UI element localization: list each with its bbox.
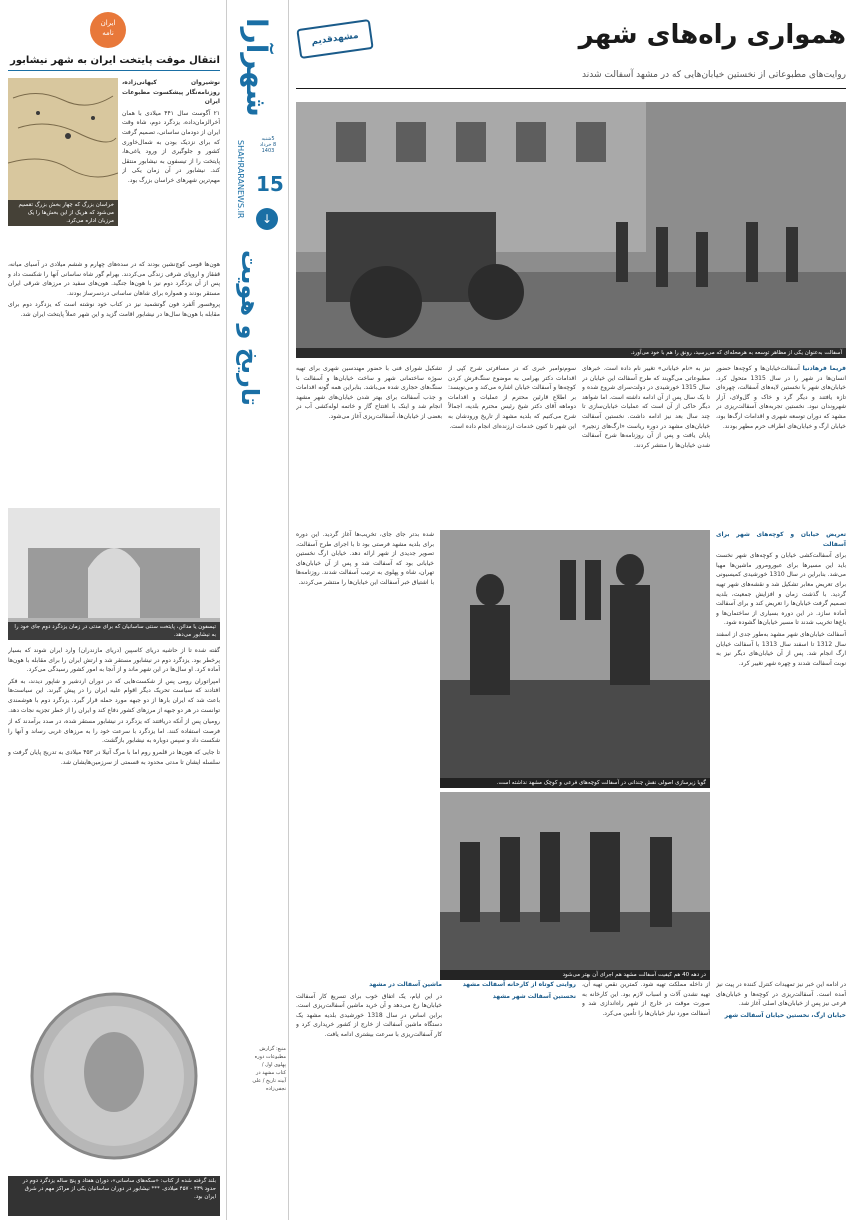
intro-column xyxy=(716,364,846,524)
bottom-col-2 xyxy=(582,980,710,1212)
asphalt-roller-photo xyxy=(296,102,846,358)
ruins-caption: تیسفون یا مدائن، پایتخت سنتی ساسانیان که برای مدتی در زمان یزدگرد دوم جای خود را به نیشابور می‌دهد. xyxy=(8,622,220,640)
crowd-scene-drawing xyxy=(440,792,710,980)
subhead-first-asphalt: نخستین آسفالت شهر مشهد xyxy=(492,992,576,1000)
issue-info xyxy=(254,136,282,154)
bottom-col-1 xyxy=(716,980,846,1212)
body-1: برای آسفالت‌کشی خیابان و کوچه‌های شهر نخست باید این مسیرها برای عبورومرور ماشین‌ها مهیا می‌شد. بنابراین در سال 1310 خورشیدی کمیسیونی برای تعریض معابر تشکیل شد و نقشه‌های شهر تهیه گردید. با گذشت زمان و افزایش جمعیت، بلدیه تصمیم گرفت خیابان‌ها را تعریض کند و برای آسفالت آماده سازد. در این دوره بسیاری از ساختمان‌ها و باغ‌ها تخریب شدند تا مسیر خیابان‌ها گشوده شود. xyxy=(716,552,846,627)
side-article-title: انتقال موقت پایتخت ایران به شهر نیشابور xyxy=(10,55,220,66)
credits-box: منبع: گزارش مطبوعات دوره پهلوی اول / کتاب مشهد در آیینه تاریخ / علی نجفی‌زاده xyxy=(252,1046,286,1092)
side-author: نوشیروان کیهانی‌زاده، روزنامه‌نگار پیشکسوت مطبوعات ایران xyxy=(122,79,220,106)
down-arrow-icon: ↓ xyxy=(256,208,278,230)
workers-photo xyxy=(440,530,710,788)
body-4: از داخله مملکت تهیه شود. کمترین نقص تهیه آن، تهیه نشدن آلات و اسباب لازم بود. این کارخانه به صورت موقت در خارج از شهر راه‌اندازی شد و آسفالت مورد نیاز خیابان‌ها را تأمین می‌کرد. xyxy=(582,981,710,1017)
old-mashhad-badge: مشهد‌قدیم xyxy=(296,19,373,59)
side-body-2: هون‌ها قومی کوچ‌نشین بودند که در سده‌های چهارم و ششم میلادی در آسیای میانه، قفقاز و اروپای شرقی زندگی می‌کردند. بهرام گور شاه ساسانی آنها را شکست داد و پس از آن یزدگرد دوم نیز با هون‌ها جنگید. هون‌های سفید در مرزهای شرقی ایران مستقر بودند و همواره برای شاهان ساسانی دردسرساز بودند. xyxy=(8,261,220,297)
body-5: در ادامه این خبر نیز تمهیدات کنترل کننده در پیت نیز آمده است. آسفالت‌ریزی در کوچه‌ها و خیابان‌های فرعی نیز پس از خیابان‌های اصلی آغاز شد. xyxy=(716,981,846,1008)
body-2: شده‌ بدتر جای جای، تخریب‌ها آغاز گردید. این دوره برای بلدیه مشهد فرصتی بود تا با اجرای طرح آسفالت، تصویر جدیدی از شهر ارائه دهد. خیابان ارگ نخستین خیابانی بود که آسفالت شد و پس از آن خیابان‌های تهران، شاه و پهلوی به ترتیب آسفالت شدند. روزنامه‌ها با اشتیاق خبر آسفالت این خیابان‌ها را منتشر می‌کردند. xyxy=(296,531,434,586)
side-body-2-block xyxy=(8,260,220,506)
coin-drawing xyxy=(8,980,220,1172)
side-body-5: امپراتوران رومی پس از شکست‌هایی که در دوران اردشیر و شاپور دیدند، به فکر افتادند که سیاست تحریک دیگر اقوام علیه ایران را در پیش گیرند. این سیاست‌ها باعث شد که ایران بارها از دو جبهه مورد حمله قرار گیرد. یزدگرد دوم با هوشمندی توانست در هر دو جبهه از مرزهای کشور دفاع کند و ایران را از خطر تجزیه نجات دهد. xyxy=(8,677,220,714)
coin-caption: بلند گرفته شده از کتاب: «سکه‌های ساسانی»، دوران هفتاد و پنج ساله یزدگرد دوم در حدود ۴۳۹ - ۴۵۷ میلادی. *** نیشابور در دوران ساسانیان یکی از مراکز مهم در شرق ایران بود. xyxy=(8,1176,220,1216)
middle-column-body xyxy=(296,530,434,974)
page-number: 15 xyxy=(256,172,284,196)
sasanian-coin-image xyxy=(8,980,220,1172)
ctesiphon-ruins-image xyxy=(8,508,220,640)
side-author-and-intro xyxy=(122,78,220,258)
side-title-rule xyxy=(8,70,220,71)
website-url[interactable]: SHAHRARANEWS.IR xyxy=(236,140,245,219)
main-headline: هموار‌ی راه‌های شهر xyxy=(578,20,846,50)
main-subtitle: روایت‌های مطبوعاتی از نخستین خیابان‌هایی که در مشهد آسفالت شدند xyxy=(582,70,846,80)
side-body-4-block xyxy=(8,646,220,976)
ruins-drawing xyxy=(8,508,220,640)
body-6: آسفالت خیابان‌های شهر مشهد به‌طور جدی از اسفند سال 1312 تا اسفند سال 1313 با آسفالت خیابان ارگ انجام شد. پس از آن خیابان‌های دیگر نیز به نوبت آسفالت شدند و چهره شهر تغییر کرد. xyxy=(716,630,846,667)
masthead-right-divider xyxy=(288,0,289,1220)
khorasan-map-image xyxy=(8,78,118,226)
column-c: تشکیل شورای فنی با حضور مهندسین شهری برای تهیه سوژه ساختمانی شهر و ساخت خیابان‌ها و آسفالت با سنگ‌های حجاری شده می‌باشد. بنابراین همه گونه اقدامات و جذب آسفالت برای بهتر شدن خیابان‌های شهر مشهد انجام شد و اینک با افتتاح گاز و خاتمه لوله‌کشی آب در بعضی از خیابان‌ها، آسفالت‌ریزی آغاز می‌شود. xyxy=(296,365,442,420)
issue-day: 5شنبه xyxy=(261,136,275,142)
subhead-widening: تعریض خیابان و کوچه‌های شهر برای آسفالت xyxy=(716,531,846,548)
photo2-caption: گویا زیرسازی اصولی نقش چندانی در آسفالت کوچه‌های فرعی و کوچک مشهد نداشته است. xyxy=(440,778,710,788)
subhead-factory: روایتی کوتاه از کارخانه آسفالت مشهد xyxy=(462,981,576,988)
issue-date: 8 خرداد 1403 xyxy=(259,142,277,154)
side-section-tag xyxy=(90,12,126,48)
right-column-body xyxy=(716,530,846,974)
roller-scene-drawing xyxy=(296,102,846,358)
photo1-caption: آسفالت به‌عنوان یکی از مظاهر توسعه به هرمحله‌ای که می‌رسید، رونق را هم با خود می‌آورد. xyxy=(296,348,846,358)
side-tag-line1: ایران xyxy=(100,19,116,27)
author-label: فریما فرهادنیا xyxy=(802,365,846,372)
side-tag-line2: نامه xyxy=(102,29,114,37)
side-body-4: گفته شده تا از حاشیه دریای کاسپین (دریای مازندران) وارد ایران شوند که بسیار پرخطر بود. یزدگرد دوم در نیشابور مستقر شد و ارتش ایران را برای مقابله با هون‌ها آماده کرد. او سال‌ها در این شهر ماند و از آنجا به امور کشور رسیدگی می‌کرد. xyxy=(8,647,220,674)
photo3-caption: در دهه 40 هم کیفیت آسفالت مشهد هم اجرای آن بهتر می‌شود xyxy=(440,970,710,980)
column-a: نیز به «نام خیابانی» تغییر نام داده است. خبرهای مطبوعاتی می‌گویند که طرح آسفالت این خیابان در سال 1315 خورشیدی در دولت‌سرای شروع شده و تا یک سال پس از آن ادامه داشته است. اما شواهد دیگر حاکی از آن است که عملیات خیابان‌سازی تا چند سال بعد نیز ادامه داشت. نخستین آسفالت خیابان‌های مشهد در دوره ریاست «ارگ‌های زنجیر» پایان یافت و پس از آن روزنامه‌ها شرح آسفالت شدن خیابان‌ها را منتشر کردند. xyxy=(582,365,710,449)
side-body-6: رومیان پس از آنکه دریافتند که یزدگرد در نیشابور مستقر شده، در صدد برآمدند که از فرصت استفاده کنند. اما یزدگرد با سرعت خود را به مرزهای غربی رساند و آنها را شکست داد و سپس دوباره به نیشابور بازگشت. xyxy=(8,718,220,745)
side-body-1: ۲۱ آگوست سال ۴۴۱ میلادی با همان آخرالزمان‌داده، یزدگرد دوم، شاه وقت ایران از دودمان ساسانی، تصمیم گرفت که برای نزدیک بودن به شمال‌خاوری کشور و جلوگیری از ورود یاغی‌ها، پایتخت را از تیسفون به نیشابور منتقل کند. نیشابور در آن زمان یکی از مهم‌ترین شهرهای خراسان بزرگ بود. xyxy=(122,109,220,184)
side-body-7: تا جایی که هون‌ها در قلمرو روم اما با مرگ آتیلا در ۴۵۳ میلادی به تدریج پایان گرفت و سلسله ایشان تا مدتی محدود به قسمتی از سرزمین‌هایشان شد. xyxy=(8,748,220,766)
subhead-first-street: خیابان ارگ، نخستین خیابان آسفالت شهر xyxy=(724,1011,846,1019)
headline-rule xyxy=(296,88,846,89)
newspaper-logo: شهرآرا xyxy=(240,18,273,117)
subhead-machine: ماشین آسفالت در مشهد xyxy=(369,981,442,988)
body-3: در این ایام، یک اتفاق خوب برای تسریع کار آسفالت خیابان‌ها رخ می‌دهد و آن خرید ماشین آسفالت‌ریزی است. براین اساس در سال 1318 خورشیدی بلدیه مشهد یک دستگاه ماشین آسفالت از خارج از کشور خریداری کرد و کار آسفالت‌ریزی با سرعت بیشتری ادامه یافت. xyxy=(296,992,442,1038)
section-name: تاریخ و هویت xyxy=(236,250,264,406)
column-b: سوم‌نوامبر خبری که در مسافرتی شرح کپی از اقدامات دکتر بهرامی به موضوع سنگ‌فرش کردن کوچه‌ها و آسفالت خیابان اشاره می‌کند و می‌نویسد: بر اطلاع قارئین محترم از عملیات و اقدامات دوماهه آقای دکتر شیخ رئیس محترم بلدیه، اجمالاً شرح می‌کنیم که بلدیه مشهد از تاریخ ورودشان به این شهر تا کنون خدمات ارزنده‌ای انجام داده است. xyxy=(448,365,576,430)
workers-scene-drawing xyxy=(440,530,710,788)
intro-text: آسفالت‌خیابان‌ها و کوچه‌ها حضور انسان‌ها در شهر را در سال 1315 متحول کرد. خیابان‌های شهر با نخستین لایه‌های آسفالت، چهره‌ای تازه یافتند و دیگر گرد و خاک و گل‌ولای، آزار شهروندان نبود. نخستین تجربه‌های آسفالت‌ریزی در مشهد که دوران توسعه شهری و اقدامات ارگ‌ها بود، خیابان ارگ و خیابان‌های اطراف حرم مطهر بودند. xyxy=(716,365,846,430)
bottom-col-4 xyxy=(296,980,442,1212)
map-caption: خراسان بزرگ که چهار بخش بزرگ تقسیم می‌شود که هریک از این بخش‌ها را یک مرزبان اداره می‌کرد. xyxy=(8,200,118,226)
masthead-left-divider xyxy=(226,0,227,1220)
bottom-col-3 xyxy=(448,980,576,1212)
paving-crowd-photo xyxy=(440,792,710,980)
side-body-3: پروفسور آلفرد فون گوتشمید نیز در کتاب خود نوشته است که یزدگرد دوم برای مقابله با هون‌ها سال‌ها در نیشابور اقامت گزید و این شهر عملاً پایتخت ایران شد. xyxy=(8,301,220,318)
